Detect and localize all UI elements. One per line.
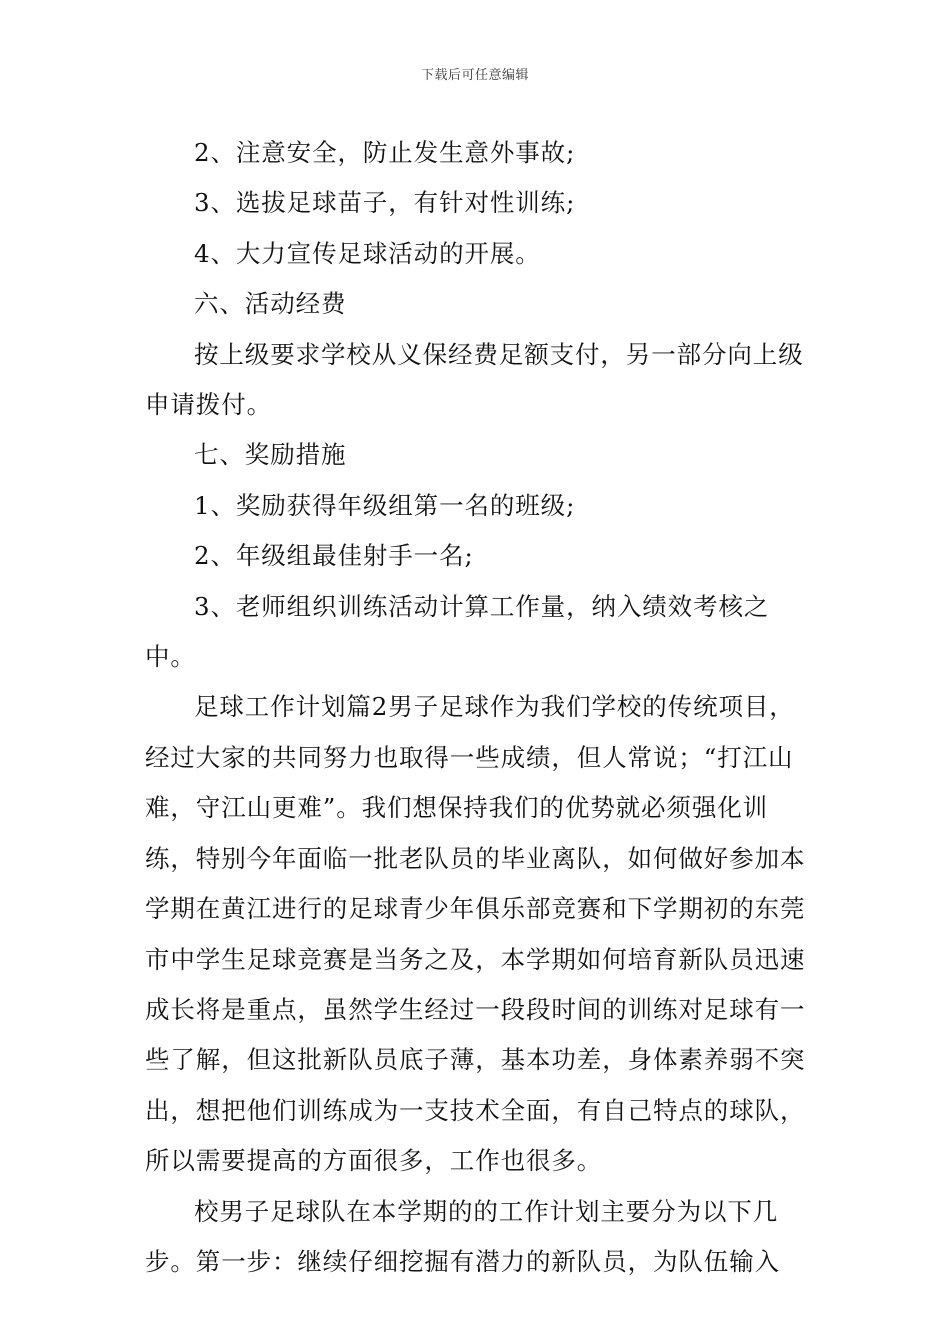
- page-header: 下载后可任意编辑: [420, 68, 529, 83]
- funding-paragraph: 按上级要求学校从义保经费足额支付，另一部分向上级申请拨付。: [145, 339, 804, 420]
- plan-intro-paragraph: 足球工作计划篇2男子足球作为我们学校的传统项目，经过大家的共同努力也取得一些成绩，但人常说；“打江山难，守江山更难”。我们想保持我们的优势就必须强化训练，特别今年面临一批老队员的毕业离队，如何做好参加本学期在黄江进行的足球青少年俱乐部竞赛和下学期初的东莞市中学生足球竞赛是当务之及，本学期如何培育新队员迅速成长将是重点，虽然学生经过一段段时间的训练对足球有一些了解，但这批新队员底子薄，基本功差，身体素养弱不突出，想把他们训练成为一支技术全面，有自己特点的球队，所以需要提高的方面很多，工作也很多。: [145, 692, 806, 1176]
- section-heading-rewards: 七、奖励措施: [194, 440, 347, 470]
- reward-item-teacher-workload: 3、老师组织训练活动计算工作量，纳入绩效考核之中。: [145, 591, 770, 672]
- document-body: [145, 128, 810, 1287]
- reward-item-first-class: 1、奖励获得年级组第一名的班级;: [194, 490, 576, 520]
- list-item-selection: 3、选拔足球苗子，有针对性训练;: [194, 188, 576, 218]
- reward-item-top-scorer: 2、年级组最佳射手一名;: [194, 541, 474, 571]
- list-item-promotion: 4、大力宣传足球活动的开展。: [194, 238, 541, 268]
- plan-steps-paragraph: 校男子足球队在本学期的的工作计划主要分为以下几步。第一步：继续仔细挖掘有潜力的新队员，为队伍输入: [145, 1196, 780, 1276]
- list-item-safety: 2、注意安全，防止发生意外事故;: [194, 138, 576, 167]
- section-heading-funding: 六、活动经费: [194, 289, 347, 319]
